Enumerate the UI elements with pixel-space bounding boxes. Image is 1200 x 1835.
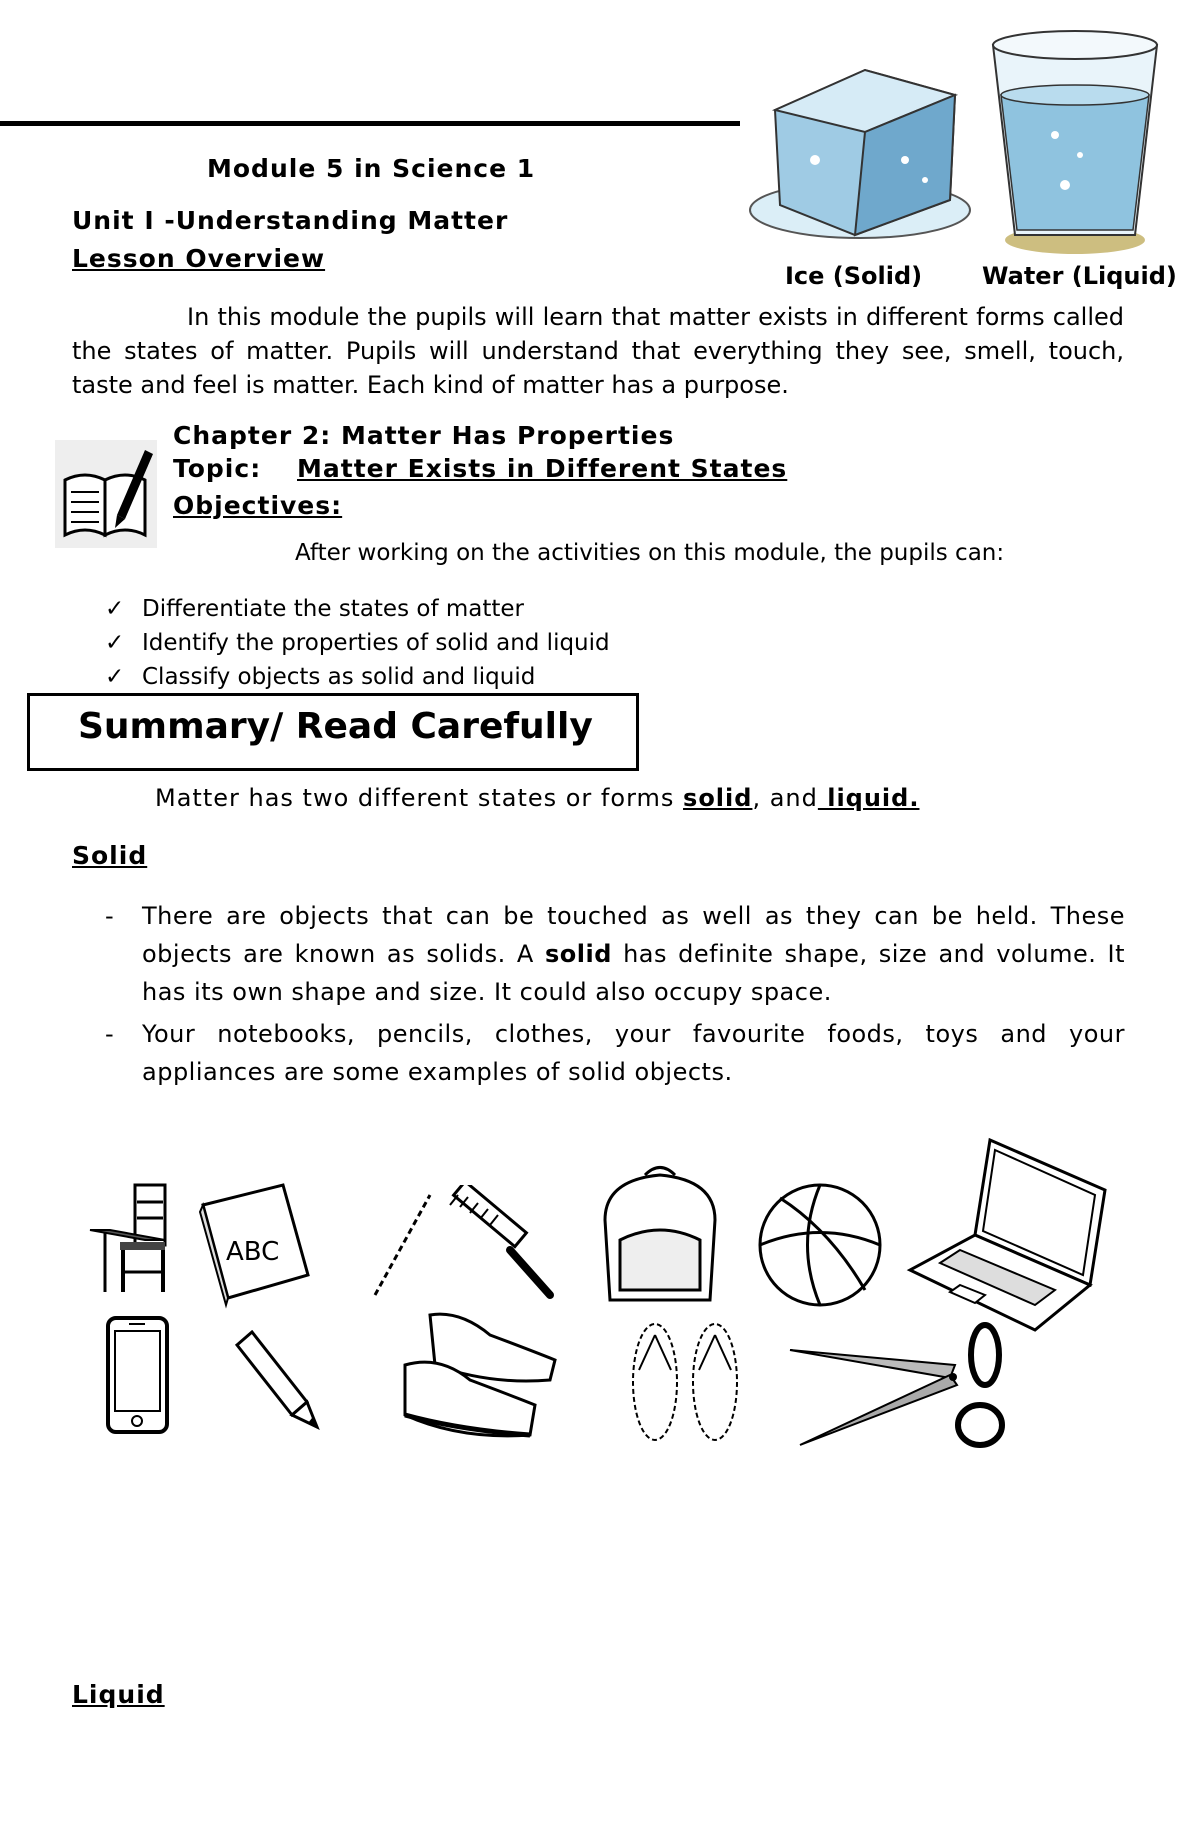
ball-icon bbox=[755, 1180, 885, 1310]
list-item: ✓ Classify objects as solid and liquid bbox=[105, 660, 610, 694]
shoes-icon bbox=[400, 1305, 560, 1445]
check-icon: ✓ bbox=[105, 596, 125, 622]
flip-flops-icon bbox=[625, 1320, 745, 1445]
ice-caption: Ice (Solid) bbox=[785, 262, 923, 290]
list-item: ✓ Differentiate the states of matter bbox=[105, 592, 610, 626]
backpack-icon bbox=[590, 1160, 730, 1310]
book-label: ABC bbox=[226, 1237, 280, 1267]
header-rule bbox=[0, 121, 740, 126]
objectives-list bbox=[105, 592, 610, 694]
check-icon: ✓ bbox=[105, 664, 125, 690]
pencil-icon bbox=[232, 1330, 322, 1430]
liquid-word: liquid. bbox=[817, 784, 920, 812]
phone-icon bbox=[105, 1315, 170, 1435]
water-glass-image bbox=[985, 25, 1165, 255]
overview-text: In this module the pupils will learn that matter exists in different forms called the states of matter. Pupils will understand that everything they see, smell, touch, taste and feel is matter. Each kind of matter has a purpose. bbox=[72, 303, 1124, 399]
ice-cube-image bbox=[745, 50, 975, 250]
list-item: - There are objects that can be touched as well as they can be held. These objects are known as solids. A solid has definite shape, size and volume. It has its own shape and size. It could also occupy space. bbox=[105, 897, 1125, 1011]
topic-line bbox=[173, 454, 787, 483]
list-item: - Your notebooks, pencils, clothes, your favourite foods, toys and your appliances are some examples of solid objects. bbox=[105, 1015, 1125, 1091]
chapter-title: Chapter 2: Matter Has Properties bbox=[173, 421, 675, 450]
toothbrush-comb-icon bbox=[370, 1185, 560, 1305]
solid-heading: Solid bbox=[72, 841, 148, 870]
water-caption: Water (Liquid) bbox=[982, 262, 1177, 290]
solid-bullets bbox=[105, 897, 1125, 1095]
laptop-icon bbox=[905, 1135, 1110, 1335]
solid-word: solid bbox=[683, 784, 753, 812]
overview-paragraph bbox=[72, 300, 1124, 402]
dash-bullet: - bbox=[105, 1020, 115, 1048]
list-item: ✓ Identify the properties of solid and liquid bbox=[105, 626, 610, 660]
topic-label: Topic: bbox=[173, 454, 262, 483]
objectives-intro: After working on the activities on this module, the pupils can: bbox=[295, 540, 1005, 566]
summary-title: Summary/ Read Carefully bbox=[78, 706, 593, 747]
abc-book-icon bbox=[198, 1180, 313, 1310]
topic-value: Matter Exists in Different States bbox=[297, 454, 788, 483]
scissors-icon bbox=[785, 1320, 1015, 1460]
chair-icon bbox=[85, 1180, 175, 1295]
lesson-overview-heading: Lesson Overview bbox=[72, 244, 326, 273]
check-icon: ✓ bbox=[105, 630, 125, 656]
matter-states-line: Matter has two different states or forms solid, and liquid. bbox=[155, 784, 920, 812]
module-title: Module 5 in Science 1 bbox=[207, 154, 536, 183]
objectives-heading: Objectives: bbox=[173, 491, 343, 520]
unit-title: Unit I -Understanding Matter bbox=[72, 206, 509, 235]
liquid-heading: Liquid bbox=[72, 1680, 165, 1709]
dash-bullet: - bbox=[105, 902, 115, 930]
book-pencil-icon bbox=[55, 440, 157, 548]
